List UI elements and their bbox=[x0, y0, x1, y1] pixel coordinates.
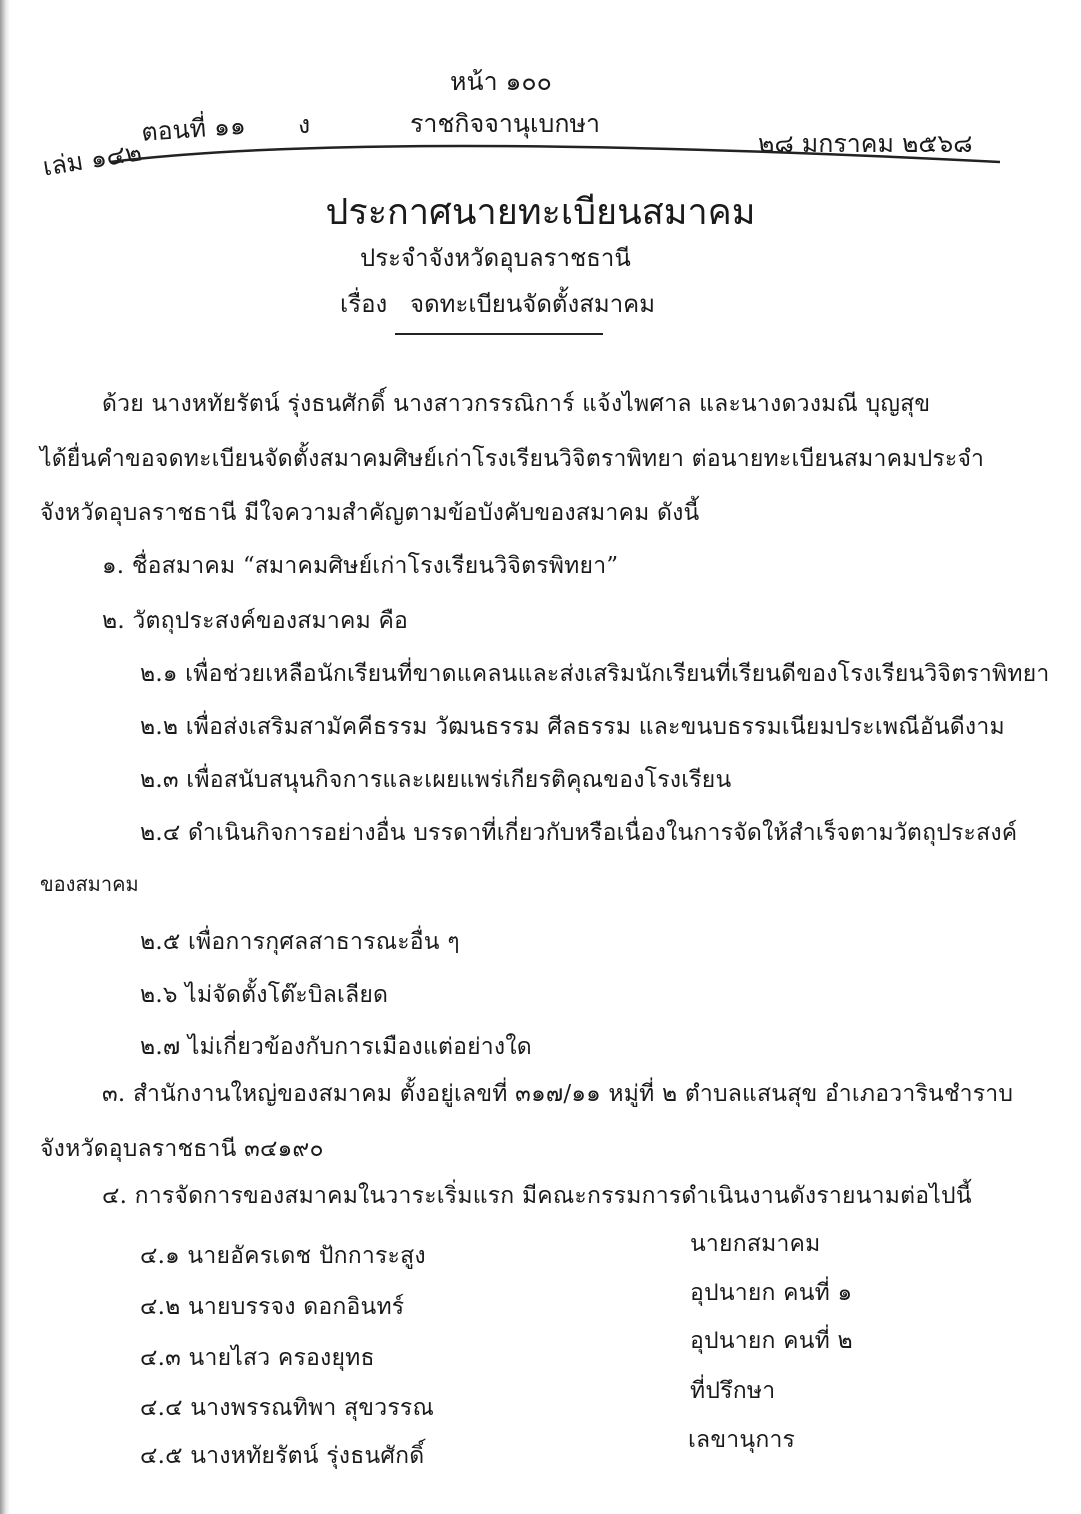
subject-text: จดทะเบียนจัดตั้งสมาคม bbox=[410, 290, 656, 318]
intro-line-3: จังหวัดอุบลราชธานี มีใจความสำคัญตามข้อบังคับของสมาคม ดังนี้ bbox=[40, 500, 700, 526]
committee-member-position: เลขานุการ bbox=[688, 1427, 796, 1453]
committee-member-position: นายกสมาคม bbox=[690, 1231, 821, 1257]
committee-member-name: ๔.๔ นางพรรณทิพา สุขวรรณ bbox=[140, 1395, 434, 1421]
page-number: หน้า ๑๐๐ bbox=[450, 67, 552, 96]
committee-member-name: ๔.๑ นายอัครเดช ปักการะสูง bbox=[140, 1243, 426, 1269]
clause-4-heading: ๔. การจัดการของสมาคมในวาระเริ่มแรก มีคณะกรรมการดำเนินงานดังรายนามต่อไปนี้ bbox=[102, 1183, 972, 1209]
objective-item: ๒.๕ เพื่อการกุศลสาธารณะอื่น ๆ bbox=[140, 929, 460, 955]
title-divider bbox=[395, 333, 603, 335]
committee-member-position: อุปนายก คนที่ ๒ bbox=[690, 1328, 853, 1354]
committee-member-name: ๔.๕ นางหทัยรัตน์ รุ่งธนศักดิ์ bbox=[140, 1443, 425, 1469]
publication-date: ๒๘ มกราคม ๒๕๖๘ bbox=[758, 129, 973, 158]
objective-item: ๒.๖ ไม่จัดตั้งโต๊ะบิลเลียด bbox=[140, 982, 389, 1008]
objective-item: ๒.๔ ดำเนินกิจการอย่างอื่น บรรดาที่เกี่ยวกับหรือเนื่องในการจัดให้สำเร็จตามวัตถุประสงค์ bbox=[140, 820, 1018, 846]
section-letter: ง bbox=[298, 110, 311, 139]
subject-label: เรื่อง bbox=[340, 290, 388, 318]
committee-member-position: ที่ปรึกษา bbox=[690, 1378, 776, 1404]
committee-member-name: ๔.๓ นายไสว ครองยุทธ bbox=[140, 1345, 375, 1371]
committee-member-position: อุปนายก คนที่ ๑ bbox=[690, 1280, 853, 1306]
gazette-name: ราชกิจจานุเบกษา bbox=[410, 109, 601, 138]
clause-1: ๑. ชื่อสมาคม “สมาคมศิษย์เก่าโรงเรียนวิจิตรพิทยา” bbox=[102, 553, 619, 579]
clause-3-line-2: จังหวัดอุบลราชธานี ๓๔๑๙๐ bbox=[40, 1136, 324, 1162]
volume-label: เล่ม ๑๔๒ bbox=[40, 137, 144, 182]
header-curved-rule bbox=[110, 128, 1000, 168]
clause-2-heading: ๒. วัตถุประสงค์ของสมาคม คือ bbox=[102, 608, 409, 634]
objective-item-continuation: ของสมาคม bbox=[40, 872, 139, 896]
intro-line-1: ด้วย นางหทัยรัตน์ รุ่งธนศักดิ์ นางสาวกรรณิการ์ แจ้งไพศาล และนางดวงมณี บุญสุข bbox=[102, 391, 931, 417]
objective-item: ๒.๒ เพื่อส่งเสริมสามัคคีธรรม วัฒนธรรม ศีลธรรม และขนบธรรมเนียมประเพณีอันดีงาม bbox=[140, 714, 1005, 740]
objective-item: ๒.๓ เพื่อสนับสนุนกิจการและเผยแพร่เกียรติคุณของโรงเรียน bbox=[140, 767, 732, 793]
objective-item: ๒.๗ ไม่เกี่ยวข้องกับการเมืองแต่อย่างใด bbox=[140, 1034, 532, 1060]
province-line: ประจำจังหวัดอุบลราชธานี bbox=[360, 244, 631, 272]
committee-member-name: ๔.๒ นายบรรจง ดอกอินทร์ bbox=[140, 1294, 405, 1320]
objective-item: ๒.๑ เพื่อช่วยเหลือนักเรียนที่ขาดแคลนและส่งเสริมนักเรียนที่เรียนดีของโรงเรียนวิจิตราพิทยา bbox=[140, 661, 1050, 687]
section-label: ตอนที่ ๑๑ bbox=[140, 110, 247, 147]
announcement-title: ประกาศนายทะเบียนสมาคม bbox=[325, 192, 756, 233]
clause-3-line-1: ๓. สำนักงานใหญ่ของสมาคม ตั้งอยู่เลขที่ ๓๑๗/๑๑ หมู่ที่ ๒ ตำบลแสนสุข อำเภอวารินชำราบ bbox=[102, 1081, 1014, 1107]
intro-line-2: ได้ยื่นคำขอจดทะเบียนจัดตั้งสมาคมศิษย์เก่าโรงเรียนวิจิตราพิทยา ต่อนายทะเบียนสมาคมประจำ bbox=[40, 446, 985, 472]
